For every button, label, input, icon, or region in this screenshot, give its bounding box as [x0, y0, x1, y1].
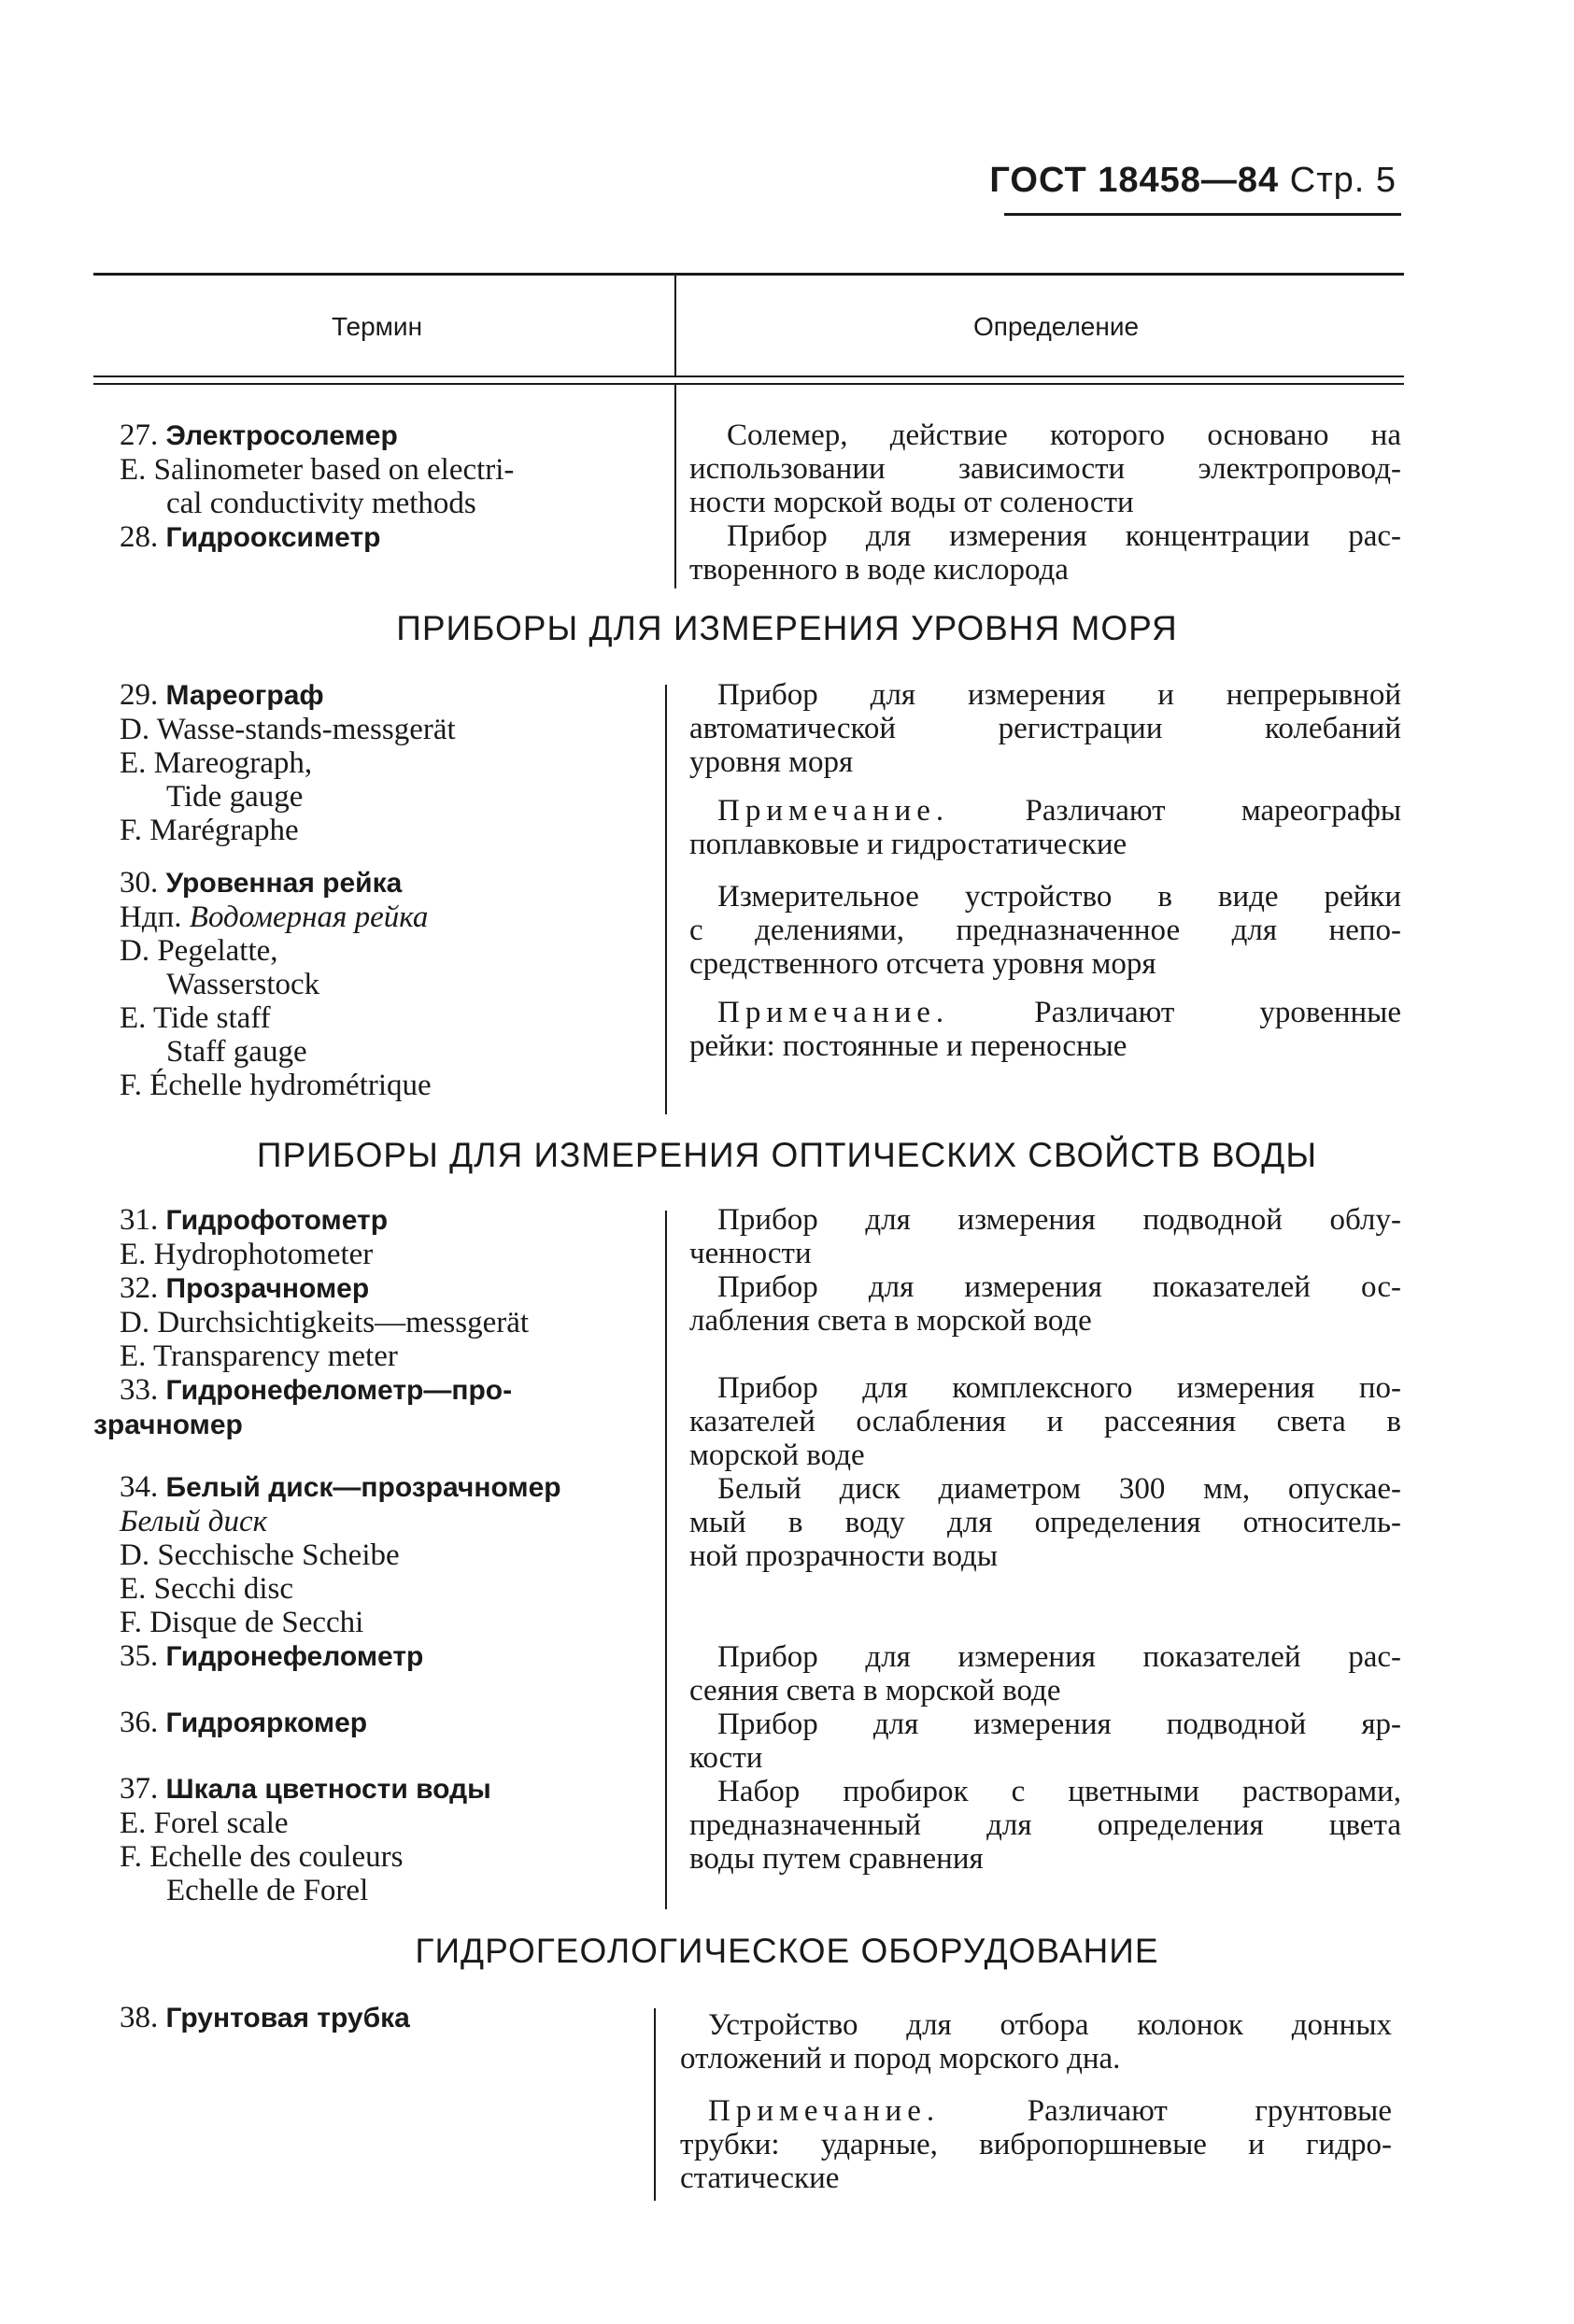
column-divider — [665, 685, 667, 1114]
term-block-29-30 — [93, 678, 654, 1102]
term-29-en-2: Tide gauge — [166, 780, 304, 814]
term-38: 38. Грунтовая трубка — [120, 2001, 410, 2034]
term-block-27-28 — [93, 418, 654, 555]
term-30-ndp: Ндп. Водомерная рейка — [120, 900, 429, 934]
definition-30-line: средственного отсчета уровня моря — [689, 947, 1156, 981]
note-29: Примечание. Различают мареографы — [717, 794, 1401, 828]
term-29: 29. Мареограф — [120, 678, 324, 712]
definition-34-line: мый в воду для определения относитель- — [689, 1506, 1401, 1539]
definition-35-line: Прибор для измерения показателей рас- — [717, 1640, 1401, 1674]
section-title-sea-level: ПРИБОРЫ ДЛЯ ИЗМЕРЕНИЯ УРОВНЯ МОРЯ — [396, 609, 1178, 647]
note-38: Примечание. Различают грунтовые — [708, 2094, 1392, 2128]
term-30: 30. Уровенная рейка — [120, 866, 403, 900]
column-divider — [674, 276, 676, 376]
definition-block-29-30 — [689, 678, 1401, 1063]
definition-38-line: Устройство для отбора колонок донных — [708, 2008, 1392, 2042]
term-30-de-2: Wasserstock — [166, 968, 320, 1001]
definition-block-31-37 — [689, 1203, 1401, 1876]
definition-37-line: Набор пробирок с цветными растворами, — [717, 1775, 1401, 1808]
definition-33-line: казателей ослабления и рассеяния света в — [689, 1405, 1401, 1438]
term-34-de: D. Secchische Scheibe — [120, 1538, 400, 1572]
term-37-fr-2: Echelle de Forel — [166, 1874, 369, 1907]
column-divider — [674, 385, 676, 588]
note-38-cont: статические — [680, 2161, 840, 2195]
definition-32-line: Прибор для измерения показателей ос- — [717, 1270, 1401, 1304]
definition-29-line: уровня моря — [689, 745, 854, 779]
definition-29-line: автоматической регистрации колебаний — [689, 712, 1401, 745]
header-bottom-rule-2 — [93, 383, 1404, 385]
definition-31-line: Прибор для измерения подводной облу- — [717, 1203, 1401, 1237]
definition-30-line: с делениями, предназначенное для непо- — [689, 914, 1401, 947]
term-27: 27. Электросолемер — [120, 418, 398, 452]
term-34-en: E. Secchi disc — [120, 1572, 294, 1606]
term-34: 34. Белый диск—прозрачномер — [120, 1470, 561, 1504]
definition-32-line: лабления света в морской воде — [689, 1304, 1092, 1338]
definition-28-line: творенного в воде кислорода — [689, 553, 1069, 587]
term-35: 35. Гидронефелометр — [120, 1639, 424, 1673]
header-rule — [1004, 213, 1401, 216]
term-36: 36. Гидрояркомер — [120, 1706, 368, 1739]
note-29-cont: поплавковые и гидростатические — [689, 828, 1127, 861]
note-38-cont: трубки: ударные, вибропоршневые и гидро- — [680, 2128, 1392, 2161]
definition-35-line: сеяния света в морской воде — [689, 1674, 1061, 1708]
term-28: 28. Гидрооксиметр — [120, 520, 381, 554]
term-31: 31. Гидрофотометр — [120, 1203, 389, 1237]
definition-33-line: Прибор для комплексного измерения по- — [717, 1371, 1401, 1405]
running-head — [989, 161, 1397, 201]
definition-30-line: Измерительное устройство в виде рейки — [717, 880, 1401, 914]
term-block-31-37 — [93, 1203, 654, 1907]
section-title-optical: ПРИБОРЫ ДЛЯ ИЗМЕРЕНИЯ ОПТИЧЕСКИХ СВОЙСТВ ВОДЫ — [256, 1136, 1318, 1174]
definition-27-line: использовании зависимости электропровод- — [689, 452, 1401, 486]
term-32-en: E. Transparency meter — [120, 1339, 398, 1373]
definition-31-line: ченности — [689, 1237, 812, 1270]
definition-28-line: Прибор для измерения концентрации рас- — [727, 519, 1401, 553]
column-header-term: Термин — [332, 312, 423, 341]
term-30-en: E. Tide staff — [120, 1001, 271, 1035]
term-32-de: D. Durchsichtigkeits—messgerät — [120, 1306, 530, 1339]
definition-29-line: Прибор для измерения и непрерывной — [717, 678, 1401, 712]
column-header-definition: Определение — [973, 312, 1140, 341]
term-37: 37. Шкала цветности воды — [120, 1772, 491, 1806]
definition-33-line: морской воде — [689, 1438, 865, 1472]
standard-number: ГОСТ 18458—84 — [989, 161, 1280, 200]
term-30-en-2: Staff gauge — [166, 1035, 307, 1069]
definition-block-38 — [680, 2008, 1392, 2195]
term-29-en: E. Mareograph, — [120, 746, 313, 780]
term-34-fr: F. Disque de Secchi — [120, 1606, 364, 1639]
definition-27-line: ности морской воды от солености — [689, 486, 1134, 519]
column-divider — [665, 1211, 667, 1909]
term-29-de: D. Wasse-stands-messgerät — [120, 713, 456, 746]
definition-37-line: воды путем сравнения — [689, 1842, 984, 1876]
definition-27-line: Солемер, действие которого основано на — [727, 418, 1401, 452]
term-31-en: E. Hydrophotometer — [120, 1238, 374, 1271]
definition-34-line: ной прозрачности воды — [689, 1539, 999, 1573]
term-29-fr: F. Marégraphe — [120, 814, 299, 847]
term-27-en-cont: cal conductivity methods — [166, 487, 476, 520]
definition-36-line: кости — [689, 1741, 763, 1775]
term-37-en: E. Forel scale — [120, 1807, 289, 1840]
note-30: Примечание. Различают уровенные — [717, 996, 1401, 1029]
header-bottom-rule — [93, 376, 1404, 377]
definition-38-line: отложений и пород морского дна. — [680, 2042, 1121, 2076]
section-title-hydrogeological: ГИДРОГЕОЛОГИЧЕСКОЕ ОБОРУДОВАНИЕ — [415, 1932, 1159, 1970]
term-37-fr: F. Echelle des couleurs — [120, 1840, 404, 1874]
term-30-fr: F. Échelle hydrométrique — [120, 1069, 432, 1102]
definition-37-line: предназначенный для определения цвета — [689, 1808, 1401, 1842]
page-number: Стр. 5 — [1289, 161, 1397, 200]
definition-34-line: Белый диск диаметром 300 мм, опускае- — [717, 1472, 1401, 1506]
term-33: 33. Гидронефелометр—про- — [120, 1373, 513, 1407]
table-top-rule — [93, 273, 1404, 276]
term-block-38 — [93, 2001, 654, 2035]
term-27-en: E. Salinometer based on electri- — [120, 453, 515, 487]
term-34-synonym: Белый диск — [120, 1505, 268, 1538]
term-33-cont: зрачномер — [93, 1410, 243, 1440]
note-30-cont: рейки: постоянные и переносные — [689, 1029, 1127, 1063]
term-30-de: D. Pegelatte, — [120, 934, 278, 968]
definition-block-27-28 — [689, 418, 1401, 587]
definition-36-line: Прибор для измерения подводной яр- — [717, 1708, 1401, 1741]
term-32: 32. Прозрачномер — [120, 1271, 370, 1305]
column-divider — [654, 2008, 656, 2201]
